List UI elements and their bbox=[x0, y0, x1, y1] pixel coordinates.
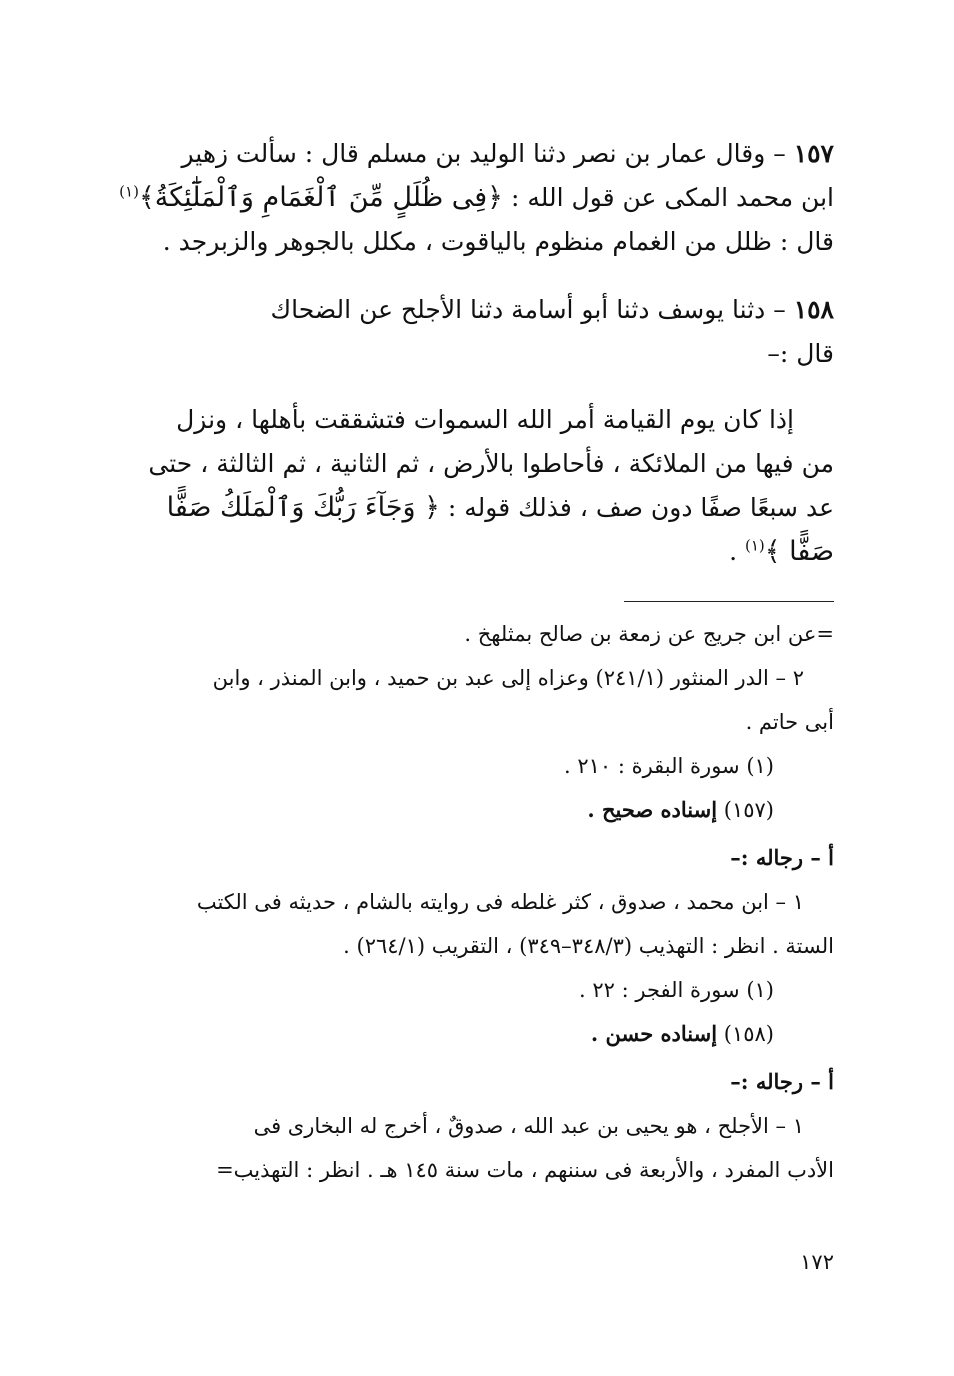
rijal-heading-2: أ – رجاله :– bbox=[730, 1069, 834, 1094]
rijal-heading-1: أ – رجاله :– bbox=[730, 845, 834, 870]
p157-line-1-text: – وقال عمار بن نصر دثنا الوليد بن مسلم قال : سألت زهير bbox=[181, 139, 786, 168]
footnote-ref-1b: (١) bbox=[745, 536, 765, 555]
paragraph-158 bbox=[134, 288, 834, 376]
quran-verse-fajr: ﴿ وَجَآءَ رَبُّكَ وَٱلْمَلَكُ صَفًّا bbox=[166, 492, 440, 523]
p158-line-2: قال :– bbox=[767, 339, 834, 368]
p158-body-line-1: إذا كان يوم القيامة أمر الله السموات فتشققت بأهلها ، ونزل bbox=[176, 405, 794, 434]
rijal-2-line-2: الأدب المفرد ، والأربعة فى سننهم ، مات سنة ١٤٥ هـ . انظر : التهذيب= bbox=[216, 1158, 834, 1182]
grade-158-text: إسناده حسن . bbox=[590, 1021, 718, 1046]
footnote-ref-1: (١) bbox=[119, 182, 139, 201]
footnote-ref-baqara: (١) سورة البقرة : ٢١٠ . bbox=[563, 754, 774, 778]
p158-body-line-3-text: عد سبعًا صفًا دون صف ، فذلك قوله : bbox=[447, 493, 834, 522]
footnote-2-line-2: أبى حاتم . bbox=[745, 710, 834, 734]
rijal-2-line-1: ١ – الأجلح ، هو يحيى بن عبد الله ، صدوقٌ ، أخرج له البخارى فى bbox=[253, 1114, 804, 1138]
grade-157 bbox=[134, 788, 834, 832]
footnotes bbox=[134, 612, 834, 1192]
hadith-number-158: ١٥٨ bbox=[793, 295, 834, 324]
p158-body-line-4-end: . bbox=[729, 537, 738, 566]
rijal-1-line-1: ١ – ابن محمد ، صدوق ، كثر غلطه فى روايته بالشام ، حديثه فى الكتب bbox=[196, 890, 804, 914]
hadith-number-157: ١٥٧ bbox=[793, 139, 834, 168]
grade-157-number: (١٥٧) bbox=[723, 798, 774, 822]
p158-body-line-2: من فيها من الملائكة ، فأحاطوا بالأرض ، ثم الثانية ، ثم الثالثة ، حتى bbox=[148, 449, 834, 478]
p157-line-1 bbox=[134, 132, 834, 176]
p158-line-1 bbox=[134, 288, 834, 332]
p158-line-1-text: – دثنا يوسف دثنا أبو أسامة دثنا الأجلح عن الضحاك bbox=[270, 295, 786, 324]
paragraph-157 bbox=[119, 132, 834, 264]
grade-158-number: (١٥٨) bbox=[723, 1022, 774, 1046]
quran-verse-baqara: ﴿فِى ظُلَلٍ مِّنَ ٱلْغَمَامِ وَٱلْمَلَٰٓئِكَةُ﴾ bbox=[138, 182, 504, 213]
p157-line-2-text: ابن محمد المكى عن قول الله : bbox=[510, 183, 834, 212]
quran-verse-fajr-end: صَفًّا ﴾ bbox=[764, 536, 834, 567]
rijal-1-line-2: الستة . انظر : التهذيب (٣٤٨/٣–٣٤٩) ، التقريب (٢٦٤/١) . bbox=[343, 934, 834, 958]
p157-line-2 bbox=[119, 176, 834, 220]
footnote-2-line-1: ٢ – الدر المنثور (٢٤١/١) وعزاه إلى عبد بن حميد ، وابن المنذر ، وابن bbox=[212, 666, 804, 690]
grade-157-text: إسناده صحيح . bbox=[587, 797, 718, 822]
footnote-separator bbox=[624, 601, 834, 602]
grade-158 bbox=[134, 1012, 834, 1056]
p157-line-3: قال : ظلل من الغمام منظوم بالياقوت ، مكلل بالجوهر والزبرجد . bbox=[162, 227, 834, 256]
paragraph-158-body bbox=[134, 398, 834, 574]
footnote-ref-fajr: (١) سورة الفجر : ٢٢ . bbox=[579, 978, 774, 1002]
footnote-continuation: =عن ابن جريج عن زمعة بن صالح بمثلهخ . bbox=[464, 622, 834, 646]
p158-body-line-4 bbox=[134, 530, 834, 574]
p158-body-line-3 bbox=[134, 486, 834, 530]
page-number: ١٧٢ bbox=[800, 1250, 834, 1274]
